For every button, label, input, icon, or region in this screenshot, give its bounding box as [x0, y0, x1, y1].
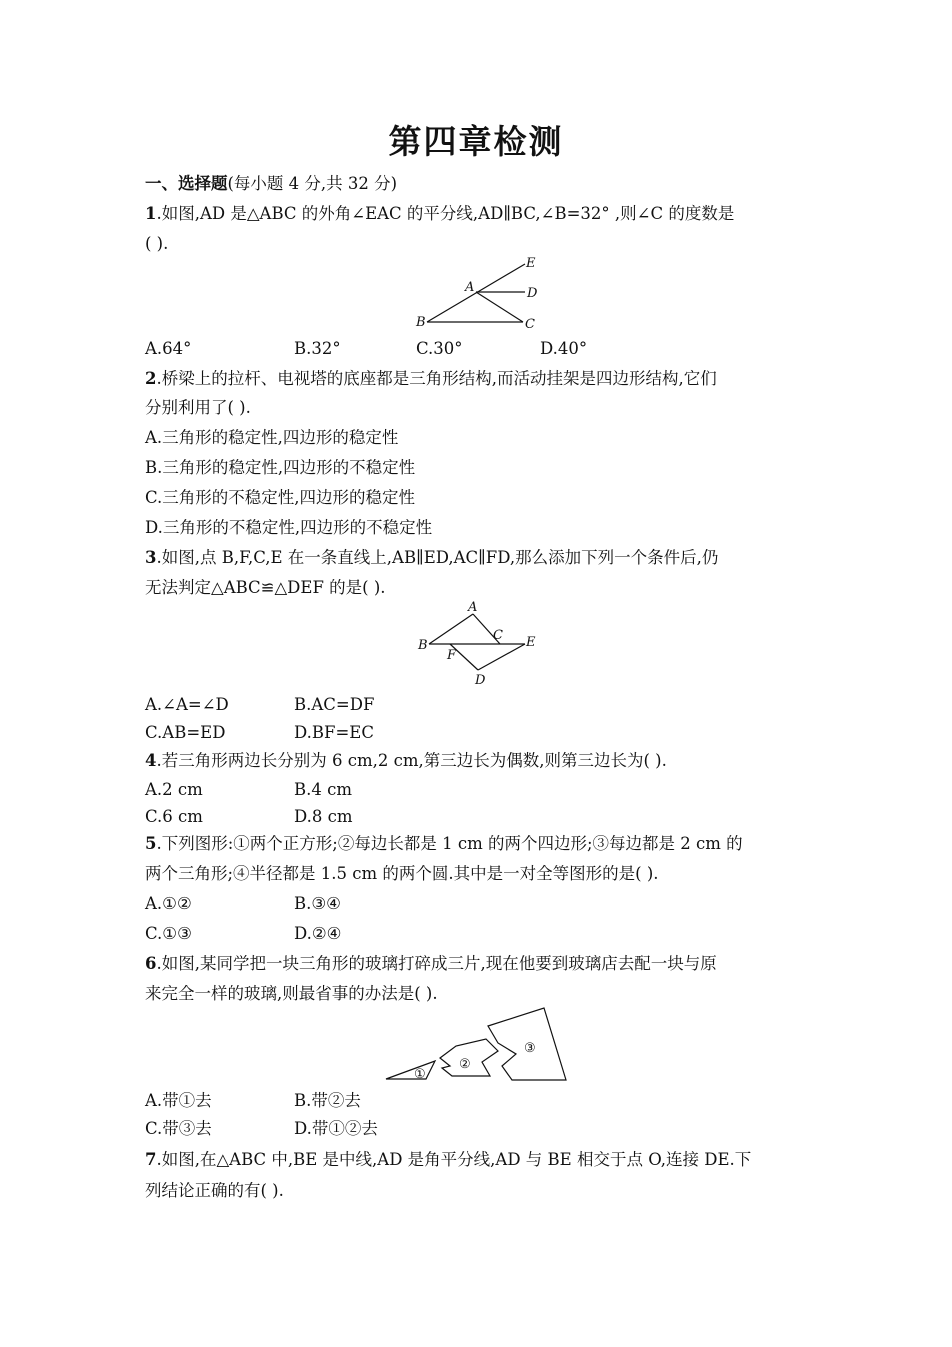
question-5-line-2: 两个三角形;④半径都是 1.5 cm 的两个圆.其中是一对全等图形的是( ). [145, 864, 659, 883]
question-2-line-2: 分别利用了( ). [145, 398, 251, 417]
question-text: .下列图形:①两个正方形;②每边长都是 1 cm 的两个四边形;③每边都是 2 cm 的 [156, 834, 743, 853]
q1-option-b: B.32° [294, 339, 341, 358]
q6-figure [380, 1004, 575, 1086]
question-7-line-1 [145, 1148, 751, 1172]
question-text: .如图,某同学把一块三角形的玻璃打碎成三片,现在他要到玻璃店去配一块与原 [156, 954, 717, 973]
q2-option-a: A.三角形的稳定性,四边形的稳定性 [145, 428, 399, 447]
fig-label-d: D [475, 673, 486, 688]
question-text: .如图,AD 是△ABC 的外角∠EAC 的平分线,AD∥BC,∠B=32° ,则∠C 的度数是 [156, 204, 735, 223]
question-text: .若三角形两边长分别为 6 cm,2 cm,第三边长为偶数,则第三边长为( ). [156, 751, 667, 770]
question-6-line-1 [145, 952, 717, 976]
question-text: .桥梁上的拉杆、电视塔的底座都是三角形结构,而活动挂架是四边形结构,它们 [156, 369, 717, 388]
page-title: 第四章检测 [388, 122, 564, 161]
fig-label-d: D [527, 286, 538, 301]
question-1-line-2: ( ). [145, 234, 169, 253]
piece-label-3: ③ [524, 1041, 536, 1056]
section-label: 一、选择题 [145, 174, 228, 193]
q2-option-d: D.三角形的不稳定性,四边形的不稳定性 [145, 518, 433, 537]
fig-line-de [478, 644, 525, 670]
question-number: 7 [145, 1150, 157, 1169]
question-2-line-1 [145, 367, 717, 391]
q2-option-b: B.三角形的稳定性,四边形的不稳定性 [145, 458, 416, 477]
question-6-line-2: 来完全一样的玻璃,则最省事的办法是( ). [145, 984, 438, 1003]
question-1-line-1 [145, 202, 734, 226]
fig-label-a: A [468, 600, 478, 615]
fig-line-ab [429, 614, 473, 644]
q5-option-b: B.③④ [294, 894, 341, 913]
fig-label-e: E [526, 256, 536, 271]
question-text: .如图,点 B,F,C,E 在一条直线上,AB∥ED,AC∥FD,那么添加下列一个条件后,仍 [156, 548, 719, 567]
q5-option-c: C.①③ [145, 924, 192, 943]
q3-option-d: D.BF=EC [294, 723, 374, 742]
q5-option-a: A.①② [145, 894, 192, 913]
q3-option-a: A.∠A=∠D [145, 695, 229, 714]
q4-option-d: D.8 cm [294, 807, 353, 826]
glass-piece-1 [386, 1061, 435, 1079]
q4-option-a: A.2 cm [145, 780, 203, 799]
q6-option-c: C.带③去 [145, 1119, 212, 1138]
fig-label-b: B [418, 638, 428, 653]
question-5-line-1 [145, 832, 743, 856]
piece-label-2: ② [459, 1057, 471, 1072]
fig-line-ac [476, 292, 523, 322]
q1-figure [410, 250, 550, 334]
section-note: (每小题 4 分,共 32 分) [227, 174, 398, 193]
section-heading [145, 172, 397, 196]
fig-label-a: A [465, 280, 475, 295]
question-number: 6 [145, 954, 157, 973]
question-number: 1 [145, 204, 157, 223]
fig-label-e: E [526, 635, 536, 650]
question-number: 2 [145, 369, 157, 388]
q1-option-c: C.30° [416, 339, 463, 358]
q3-option-c: C.AB=ED [145, 723, 226, 742]
question-number: 4 [145, 751, 157, 770]
question-number: 3 [145, 548, 157, 567]
q6-option-d: D.带①②去 [294, 1119, 378, 1138]
question-3-line-1 [145, 546, 718, 570]
question-3-line-2: 无法判定△ABC≌△DEF 的是( ). [145, 578, 386, 597]
q4-option-c: C.6 cm [145, 807, 203, 826]
piece-label-1: ① [414, 1067, 426, 1082]
fig-label-c: C [525, 317, 535, 332]
q5-option-d: D.②④ [294, 924, 342, 943]
fig-label-b: B [416, 315, 426, 330]
question-number: 5 [145, 834, 157, 853]
fig-label-c: C [493, 628, 503, 643]
q1-option-d: D.40° [540, 339, 588, 358]
q6-option-a: A.带①去 [145, 1091, 212, 1110]
q6-option-b: B.带②去 [294, 1091, 361, 1110]
q3-option-b: B.AC=DF [294, 695, 375, 714]
fig-label-f: F [447, 648, 457, 663]
q3-figure [410, 598, 550, 690]
q1-option-a: A.64° [145, 339, 192, 358]
question-4-line-1 [145, 749, 667, 773]
q2-option-c: C.三角形的不稳定性,四边形的稳定性 [145, 488, 416, 507]
question-text: .如图,在△ABC 中,BE 是中线,AD 是角平分线,AD 与 BE 相交于点 O,连接 DE.下 [156, 1150, 752, 1169]
q4-option-b: B.4 cm [294, 780, 352, 799]
question-7-line-2: 列结论正确的有( ). [145, 1181, 284, 1200]
